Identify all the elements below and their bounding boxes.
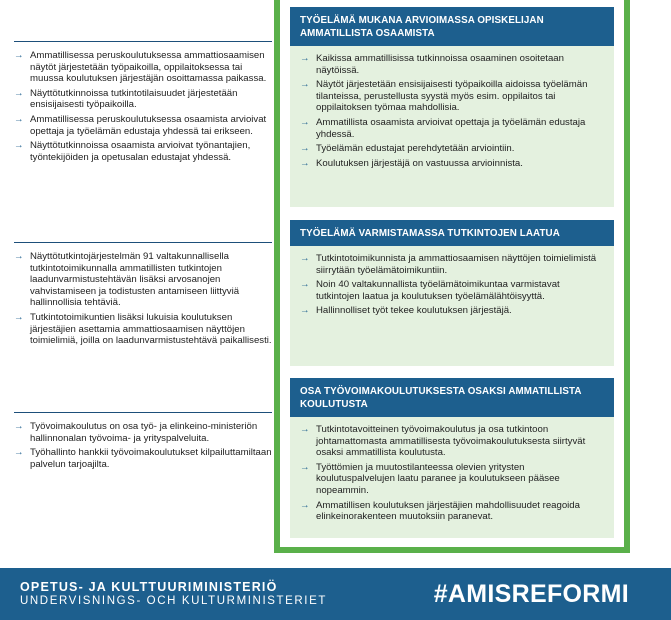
list-item: → Työvoimakoulutus on osa työ- ja elinkeino-ministeriön hallinnonalan työvoima- ja yrityspalveluita. (14, 421, 258, 444)
arrow-right-icon: → (14, 251, 24, 262)
left-section-1 (14, 41, 272, 166)
list-item: → Ammatillisessa peruskoulutuksessa ammattiosaamisen näytöt järjestetään työpaikoilla, oppilaitoksessa tai muussa koulutuksen järjestäjän osoittamassa paikassa. (14, 50, 267, 85)
arrow-right-icon: → (14, 50, 24, 61)
arrow-right-icon: → (14, 87, 24, 99)
list-item: → Ammatillisessa peruskoulutuksessa osaamista arvioivat opettaja ja työelämän edustaja yhdessä tai erikseen. (14, 113, 267, 137)
list-item: → Hallinnolliset työt tekee koulutuksen järjestäjä. (300, 305, 512, 317)
list-item: → Näyttötutkinnoissa tutkintotilaisuudet järjestetään ensisijaisesti työpaikoilla. (14, 87, 238, 111)
ministry-name-swedish: UNDERVISNINGS- OCH KULTURMINISTERIET (20, 595, 328, 607)
arrow-right-icon: → (300, 499, 310, 511)
panel-title: OSA TYÖVOIMAKOULUTUKSESTA OSAKSI AMMATILLISTA KOULUTUSTA (290, 378, 614, 417)
arrow-right-icon: → (300, 305, 310, 317)
arrow-right-icon: → (300, 143, 310, 155)
arrow-right-icon: → (300, 116, 310, 128)
left-list-3 (14, 413, 272, 470)
list-item: → Tutkintotavoitteinen työvoimakoulutus ja osa tutkintoon johtamattomasta ammatillisesta työvoimakoulutuksesta siirtyvät osaksi ammatillista koulutusta. (300, 424, 586, 459)
list-item: → Näyttötutkintojärjestelmän 91 valtakunnallisella tutkintotoimikunnalla ammatillisten tutkintojen laadunvarmistustehtävän lisäksi arvosanojen vahvistamiseen ja todistusten antamiseen liittyviä hallinnollisia tehtäviä. (14, 251, 240, 309)
hashtag-logo: #AMISREFORMI (433, 580, 629, 608)
arrow-right-icon: → (300, 157, 310, 169)
ministry-name-finnish: OPETUS- JA KULTTUURIMINISTERIÖ (20, 580, 278, 594)
arrow-right-icon: → (14, 447, 24, 459)
left-section-3 (14, 412, 272, 473)
arrow-right-icon: → (300, 461, 310, 473)
list-item: → Noin 40 valtakunnallista työelämätoimikuntaa varmistavat tutkintojen laatua ja koulutuksen työelämälähtöisyyttä. (300, 279, 560, 302)
arrow-right-icon: → (300, 79, 310, 91)
list-item: → Tutkintotoimikunnista ja ammattiosaamisen näyttöjen toimielimistä siirrytään työelämätoimikuntiin. (300, 253, 597, 276)
panel-title: TYÖELÄMÄ VARMISTAMASSA TUTKINTOJEN LAATUA (290, 220, 614, 246)
list-item: → Työttömien ja muutostilanteessa olevien yritysten koulutuspalvelujen laatu paranee ja koulutukseen pääsee nopeammin. (300, 461, 560, 496)
left-list-1 (14, 42, 272, 163)
arrow-right-icon: → (300, 279, 310, 291)
list-item: → Ammatillisen koulutuksen järjestäjien mahdollisuudet reagoida elinkeinorakenteen muutoksiin paranevat. (300, 499, 580, 523)
list-item: → Näyttötutkinnoissa osaamista arvioivat työnantajien, työntekijöiden ja opetusalan edustajat yhdessä. (14, 140, 251, 163)
panel-labour-training (290, 378, 614, 538)
list-item: → Näytöt järjestetään ensisijaisesti työpaikoilla aidoissa työelämän tilanteissa, perustellusta syystä myös esim. oppilaitos tai oppilaitoksen työmaa mahdollisia. (300, 79, 588, 114)
arrow-right-icon: → (14, 113, 24, 125)
arrow-right-icon: → (14, 421, 24, 432)
panel-assessment (290, 7, 614, 207)
panel-list (290, 246, 614, 326)
list-item: → Työelämän edustajat perehdytetään arviointiin. (300, 143, 515, 155)
list-item: → Ammatillista osaamista arvioivat opettaja ja työelämän edustaja yhdessä. (300, 116, 586, 140)
panel-list (290, 417, 614, 532)
arrow-right-icon: → (14, 140, 24, 152)
arrow-right-icon: → (14, 311, 24, 323)
list-item: → Kaikissa ammatillisissa tutkinnoissa osaaminen osoitetaan näytöissä. (300, 53, 564, 76)
list-item: → Koulutuksen järjestäjä on vastuussa arvioinnista. (300, 157, 523, 169)
list-item: → Työhallinto hankkii työvoimakoulutukset kilpailuttamiltaan palvelun tarjoajilta. (14, 447, 272, 470)
arrow-right-icon: → (300, 424, 310, 435)
list-item: → Tutkintotoimikuntien lisäksi lukuisia koulutuksen järjestäjien asettamia ammattiosaamisen näyttöjen toimielimiä, joilla on laadunvarmistustehtävä paikallisesti. (14, 311, 272, 347)
arrow-right-icon: → (300, 253, 310, 264)
left-list-2 (14, 243, 272, 347)
left-section-2 (14, 242, 272, 350)
panel-list (290, 46, 614, 178)
footer (0, 568, 671, 620)
panel-title: TYÖELÄMÄ MUKANA ARVIOIMASSA OPISKELIJAN AMMATILLISTA OSAAMISTA (290, 7, 614, 46)
arrow-right-icon: → (300, 53, 310, 64)
panel-quality (290, 220, 614, 366)
